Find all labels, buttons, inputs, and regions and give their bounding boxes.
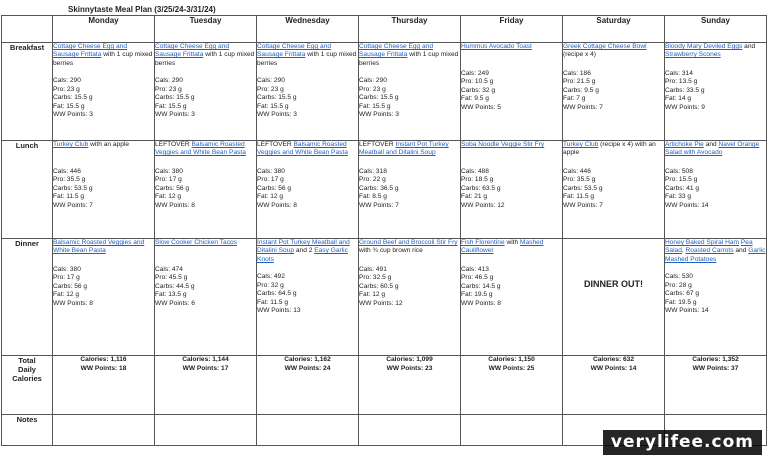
nutrition-info — [665, 273, 766, 315]
nutrition-line: WW Points: 3 — [257, 111, 297, 119]
nutrition-line: Cals: 290 — [257, 77, 285, 85]
total-cell-saturday — [563, 356, 665, 415]
nutrition-line: Carbs: 32 g — [461, 86, 496, 94]
meal-text: and 2 — [294, 247, 315, 255]
nutrition-line: Fat: 33 g — [665, 193, 692, 201]
meal-description — [359, 239, 460, 257]
total-row — [2, 356, 767, 415]
row-label-total-line: Total — [18, 356, 36, 365]
nutrition-line: Pro: 17 g — [53, 274, 80, 282]
meal-text: with an apple — [88, 141, 130, 148]
nutrition-info — [665, 70, 766, 112]
day-header-wednesday: Wednesday — [257, 16, 359, 43]
meal-description — [563, 141, 664, 159]
nutrition-info — [461, 70, 562, 112]
lunch-cell-friday — [461, 141, 563, 239]
recipe-link[interactable]: Honey Baked Spiral Ham — [665, 239, 740, 246]
nutrition-line: Carbs: 63.5 g — [461, 184, 501, 192]
day-header-friday: Friday — [461, 16, 563, 43]
dinner-cell-friday — [461, 239, 563, 356]
nutrition-line: Pro: 46.5 g — [461, 274, 494, 282]
nutrition-line: Pro: 17 g — [155, 176, 182, 184]
nutrition-line: Cals: 491 — [359, 266, 387, 273]
nutrition-line: WW Points: 13 — [257, 307, 301, 315]
nutrition-line: Cals: 380 — [257, 168, 285, 175]
meal-text: LEFTOVER — [257, 141, 294, 148]
nutrition-info — [155, 168, 256, 210]
meal-description — [461, 239, 562, 257]
nutrition-line: Fat: 11.5 g — [563, 193, 595, 201]
meal-description — [53, 239, 154, 257]
meal-text: and — [742, 43, 756, 50]
nutrition-line: Carbs: 56 g — [155, 184, 190, 192]
notes-cell-tuesday — [155, 415, 257, 446]
lunch-cell-sunday — [665, 141, 767, 239]
nutrition-line: Carbs: 56 g — [53, 282, 88, 290]
meal-text: with 1 cup mixed berries — [359, 51, 459, 67]
meal-text: LEFTOVER — [359, 141, 396, 148]
meal-description — [257, 239, 358, 264]
nutrition-line: Carbs: 53.5 g — [563, 184, 603, 192]
nutrition-line: WW Points: 8 — [155, 201, 195, 209]
nutrition-line: WW Points: 7 — [359, 201, 399, 209]
lunch-cell-wednesday — [257, 141, 359, 239]
recipe-link[interactable]: Roasted Carrots — [685, 247, 734, 255]
meal-text: with 1 cup mixed berries — [53, 51, 153, 67]
meal-description — [53, 141, 154, 159]
nutrition-line: WW Points: 8 — [461, 299, 501, 307]
recipe-link[interactable]: Balsamic Roasted Veggies and White Bean Pasta — [155, 141, 246, 157]
recipe-link[interactable]: Easy Garlic Knots — [257, 247, 348, 263]
row-label-total — [2, 356, 53, 415]
total-calories: Calories: 1,162 — [284, 356, 331, 363]
dinner-out-label: DINNER OUT! — [584, 279, 643, 289]
nutrition-line: Pro: 45.5 g — [155, 274, 188, 282]
recipe-link[interactable]: Balsamic Roasted Veggies and White Bean Pasta — [53, 239, 145, 255]
total-cell-tuesday — [155, 356, 257, 415]
meal-text: (recipe x 4) — [563, 51, 596, 59]
nutrition-line: Carbs: 53.5 g — [53, 184, 93, 192]
row-label-dinner: Dinner — [2, 239, 53, 356]
nutrition-line: WW Points: 12 — [359, 299, 403, 307]
recipe-link[interactable]: Garlic Mashed Potatoes — [665, 247, 766, 263]
dinner-cell-monday — [53, 239, 155, 356]
dinner-cell-tuesday — [155, 239, 257, 356]
nutrition-line: Cals: 290 — [359, 77, 387, 85]
nutrition-line: Carbs: 15.5 g — [359, 94, 399, 102]
nutrition-line: Cals: 380 — [155, 168, 183, 175]
nutrition-line: Fat: 11.5 g — [257, 298, 289, 306]
recipe-link[interactable]: Hummus Avocado Toast — [461, 43, 532, 50]
row-label-total-line: Calories — [12, 374, 42, 383]
recipe-link[interactable]: Pea Salad — [665, 239, 753, 255]
day-header-thursday: Thursday — [359, 16, 461, 43]
notes-cell-thursday — [359, 415, 461, 446]
nutrition-line: Pro: 22 g — [359, 176, 386, 184]
nutrition-line: Cals: 290 — [155, 77, 183, 85]
breakfast-row — [2, 43, 767, 141]
day-header-monday: Monday — [53, 16, 155, 43]
nutrition-line: WW Points: 5 — [461, 103, 501, 111]
nutrition-line: Cals: 314 — [665, 70, 693, 77]
nutrition-line: Cals: 530 — [665, 273, 693, 281]
lunch-row — [2, 141, 767, 239]
total-calories: Calories: 1,150 — [488, 356, 535, 363]
nutrition-info — [665, 168, 766, 210]
nutrition-info — [53, 168, 154, 210]
nutrition-line: WW Points: 12 — [461, 201, 505, 209]
nutrition-line: Pro: 23 g — [155, 85, 182, 93]
nutrition-line: WW Points: 14 — [665, 307, 709, 315]
total-ww-points: WW Points: 25 — [488, 364, 535, 372]
nutrition-info — [563, 168, 664, 210]
nutrition-line: Fat: 13.5 g — [155, 291, 187, 299]
nutrition-line: WW Points: 8 — [53, 299, 93, 307]
nutrition-line: WW Points: 9 — [665, 103, 705, 111]
notes-cell-wednesday — [257, 415, 359, 446]
nutrition-line: Fat: 12 g — [53, 291, 80, 299]
meal-description — [665, 239, 766, 264]
nutrition-line: Pro: 23 g — [53, 85, 80, 93]
total-ww-points: WW Points: 18 — [80, 364, 127, 372]
breakfast-cell-wednesday — [257, 43, 359, 141]
notes-cell-monday — [53, 415, 155, 446]
breakfast-cell-friday — [461, 43, 563, 141]
nutrition-info — [461, 168, 562, 210]
nutrition-line: Fat: 15.5 g — [359, 102, 391, 110]
nutrition-line: Fat: 19.5 g — [665, 298, 697, 306]
dinner-cell-sunday — [665, 239, 767, 356]
nutrition-line: Pro: 23 g — [257, 85, 284, 93]
meal-description — [155, 141, 256, 159]
breakfast-cell-monday — [53, 43, 155, 141]
nutrition-info — [257, 273, 358, 315]
recipe-link[interactable]: Bloody Mary Deviled Eggs — [665, 43, 743, 50]
nutrition-line: Carbs: 41 g — [665, 184, 700, 192]
nutrition-line: Cals: 290 — [53, 77, 81, 85]
nutrition-line: Carbs: 33.5 g — [665, 86, 705, 94]
nutrition-info — [155, 77, 256, 119]
recipe-link[interactable]: Greek Cottage Cheese Bowl — [563, 43, 647, 50]
nutrition-line: Pro: 35.5 g — [53, 176, 86, 184]
recipe-link[interactable]: Cottage Cheese Egg and Sausage Frittata — [53, 43, 128, 59]
day-header-tuesday: Tuesday — [155, 16, 257, 43]
day-header-sunday: Sunday — [665, 16, 767, 43]
nutrition-info — [563, 70, 664, 112]
meal-text: with 1 cup mixed berries — [257, 51, 357, 67]
recipe-link[interactable]: Cottage Cheese Egg and Sausage Frittata — [155, 43, 230, 59]
meal-plan-table — [1, 15, 767, 446]
nutrition-info — [53, 266, 154, 308]
nutrition-line: Pro: 21.5 g — [563, 78, 596, 86]
nutrition-line: Cals: 492 — [257, 273, 285, 281]
meal-description — [257, 141, 358, 159]
recipe-link[interactable]: Cottage Cheese Egg and Sausage Frittata — [359, 43, 434, 59]
recipe-link[interactable]: Soba Noodle Veggie Stir Fry — [461, 141, 545, 148]
nutrition-info — [359, 77, 460, 119]
meal-text: with — [504, 239, 521, 246]
nutrition-line: Carbs: 15.5 g — [53, 94, 93, 102]
lunch-cell-monday — [53, 141, 155, 239]
recipe-link[interactable]: Mashed Cauliflower — [461, 239, 544, 255]
nutrition-line: Pro: 23 g — [359, 85, 386, 93]
nutrition-info — [461, 266, 562, 308]
meal-description — [155, 239, 256, 257]
total-cell-wednesday — [257, 356, 359, 415]
lunch-cell-thursday — [359, 141, 461, 239]
nutrition-line: WW Points: 7 — [53, 201, 93, 209]
recipe-link[interactable]: Instant Pot Turkey Meatball and Ditalini Soup — [359, 141, 449, 157]
meal-text: with 1 cup mixed berries — [155, 51, 255, 67]
nutrition-line: Fat: 14 g — [665, 95, 692, 103]
nutrition-line: Fat: 21 g — [461, 193, 488, 201]
nutrition-line: Cals: 508 — [665, 168, 693, 175]
nutrition-line: Fat: 15.5 g — [53, 102, 85, 110]
nutrition-line: Cals: 249 — [461, 70, 489, 77]
nutrition-line: Fat: 11.5 g — [53, 193, 85, 201]
nutrition-line: Pro: 35.5 g — [563, 176, 596, 184]
recipe-link[interactable]: Balsamic Roasted Veggies and White Bean Pasta — [257, 141, 348, 157]
nutrition-line: Carbs: 60.5 g — [359, 282, 399, 290]
meal-description — [461, 43, 562, 61]
nutrition-line: Fat: 7 g — [563, 95, 586, 103]
breakfast-cell-sunday — [665, 43, 767, 141]
notes-cell-friday — [461, 415, 563, 446]
breakfast-cell-tuesday — [155, 43, 257, 141]
recipe-link[interactable]: Cottage Cheese Egg and Sausage Frittata — [257, 43, 332, 59]
nutrition-line: Cals: 446 — [53, 168, 81, 175]
recipe-link[interactable]: Ground Beef and Broccoli Stir Fry — [359, 239, 458, 246]
meal-description — [563, 43, 664, 61]
nutrition-info — [257, 77, 358, 119]
nutrition-line: Fat: 15.5 g — [257, 102, 289, 110]
total-calories: Calories: 632 — [592, 356, 635, 363]
page-title: Skinnytaste Meal Plan (3/25/24-3/31/24) — [68, 5, 216, 14]
nutrition-line: Carbs: 67 g — [665, 290, 700, 298]
nutrition-line: Fat: 9.5 g — [461, 95, 489, 103]
nutrition-line: Pro: 32.5 g — [359, 274, 392, 282]
meal-description — [461, 141, 562, 159]
nutrition-line: WW Points: 8 — [257, 201, 297, 209]
watermark: verylifee.com — [603, 430, 762, 455]
nutrition-line: Cals: 318 — [359, 168, 387, 175]
total-calories: Calories: 1,352 — [692, 356, 739, 363]
dinner-row — [2, 239, 767, 356]
meal-description — [665, 43, 766, 61]
nutrition-line: Carbs: 36.5 g — [359, 184, 399, 192]
nutrition-line: Carbs: 15.5 g — [257, 94, 297, 102]
row-label-notes: Notes — [2, 415, 53, 446]
total-cell-sunday — [665, 356, 767, 415]
meal-text: and — [703, 141, 719, 148]
recipe-link[interactable]: Artichoke Pie — [665, 141, 704, 148]
recipe-link[interactable]: Turkey Club — [563, 141, 599, 148]
nutrition-info — [257, 168, 358, 210]
meal-text: (recipe x 4) with an apple — [563, 141, 656, 157]
meal-description — [257, 43, 358, 68]
nutrition-line: Pro: 15.5 g — [665, 176, 698, 184]
row-label-total-line: Daily — [18, 365, 36, 374]
recipe-link[interactable]: Navel Orange Salad with Avocado — [665, 141, 760, 157]
nutrition-info — [53, 77, 154, 119]
total-ww-points: WW Points: 23 — [386, 364, 433, 372]
nutrition-line: Carbs: 56 g — [257, 184, 292, 192]
nutrition-info — [155, 266, 256, 308]
nutrition-line: WW Points: 3 — [53, 111, 93, 119]
nutrition-line: Cals: 413 — [461, 266, 489, 273]
nutrition-line: Carbs: 14.5 g — [461, 282, 501, 290]
total-ww-points: WW Points: 14 — [590, 364, 637, 372]
nutrition-line: Pro: 17 g — [257, 176, 284, 184]
total-cell-monday — [53, 356, 155, 415]
nutrition-line: Fat: 12 g — [257, 193, 284, 201]
meal-description — [359, 141, 460, 159]
breakfast-cell-saturday — [563, 43, 665, 141]
total-calories: Calories: 1,144 — [182, 356, 229, 363]
nutrition-line: Fat: 8.5 g — [359, 193, 387, 201]
nutrition-line: Carbs: 44.5 g — [155, 282, 195, 290]
breakfast-cell-thursday — [359, 43, 461, 141]
meal-text: and — [733, 247, 749, 255]
nutrition-line: Pro: 18.5 g — [461, 176, 494, 184]
total-ww-points: WW Points: 37 — [692, 364, 739, 372]
nutrition-line: WW Points: 14 — [665, 201, 709, 209]
meal-text: with ¾ cup brown rice — [359, 247, 423, 255]
lunch-cell-saturday — [563, 141, 665, 239]
nutrition-line: Fat: 12 g — [155, 193, 182, 201]
nutrition-line: WW Points: 7 — [563, 201, 603, 209]
lunch-cell-tuesday — [155, 141, 257, 239]
day-header-saturday: Saturday — [563, 16, 665, 43]
nutrition-line: Fat: 19.5 g — [461, 291, 493, 299]
nutrition-line: WW Points: 7 — [563, 103, 603, 111]
recipe-link[interactable]: Fish Florentine — [461, 239, 505, 246]
meal-text: LEFTOVER — [155, 141, 192, 148]
total-ww-points: WW Points: 17 — [182, 364, 229, 372]
total-calories: Calories: 1,116 — [80, 356, 127, 363]
recipe-link[interactable]: Strawberry Scones — [665, 51, 721, 59]
nutrition-line: WW Points: 6 — [155, 299, 195, 307]
total-calories: Calories: 1,099 — [386, 356, 433, 363]
total-cell-friday — [461, 356, 563, 415]
nutrition-line: Cals: 488 — [461, 168, 489, 175]
dinner-cell-wednesday — [257, 239, 359, 356]
nutrition-line: Carbs: 15.5 g — [155, 94, 195, 102]
nutrition-line: Pro: 32 g — [257, 281, 284, 289]
recipe-link[interactable]: Slow Cooker Chicken Tacos — [155, 239, 237, 246]
nutrition-line: Fat: 15.5 g — [155, 102, 187, 110]
nutrition-line: Pro: 13.5 g — [665, 78, 698, 86]
meal-description — [665, 141, 766, 159]
nutrition-line: Pro: 28 g — [665, 281, 692, 289]
dinner-cell-thursday — [359, 239, 461, 356]
meal-description — [359, 43, 460, 68]
nutrition-line: Cals: 446 — [563, 168, 591, 175]
nutrition-line: Carbs: 9.5 g — [563, 86, 599, 94]
nutrition-line: WW Points: 3 — [359, 111, 399, 119]
recipe-link[interactable]: Turkey Club — [53, 141, 89, 148]
nutrition-line: Cals: 474 — [155, 266, 183, 273]
dinner-cell-saturday — [563, 239, 665, 356]
corner-cell — [2, 16, 53, 43]
nutrition-info — [359, 266, 460, 308]
nutrition-line: WW Points: 3 — [155, 111, 195, 119]
nutrition-line: Fat: 12 g — [359, 291, 386, 299]
nutrition-line: Pro: 10.5 g — [461, 78, 494, 86]
total-ww-points: WW Points: 24 — [284, 364, 331, 372]
nutrition-line: Cals: 380 — [53, 266, 81, 273]
meal-description — [155, 43, 256, 68]
nutrition-line: Carbs: 64.5 g — [257, 290, 297, 298]
meal-text: , — [681, 247, 686, 255]
row-label-breakfast: Breakfast — [2, 43, 53, 141]
row-label-lunch: Lunch — [2, 141, 53, 239]
header-row — [2, 16, 767, 43]
total-cell-thursday — [359, 356, 461, 415]
recipe-link[interactable]: Instant Pot Turkey Meatball and Ditalini Soup — [257, 239, 350, 255]
nutrition-info — [359, 168, 460, 210]
meal-description — [53, 43, 154, 68]
nutrition-line: Cals: 186 — [563, 70, 591, 77]
